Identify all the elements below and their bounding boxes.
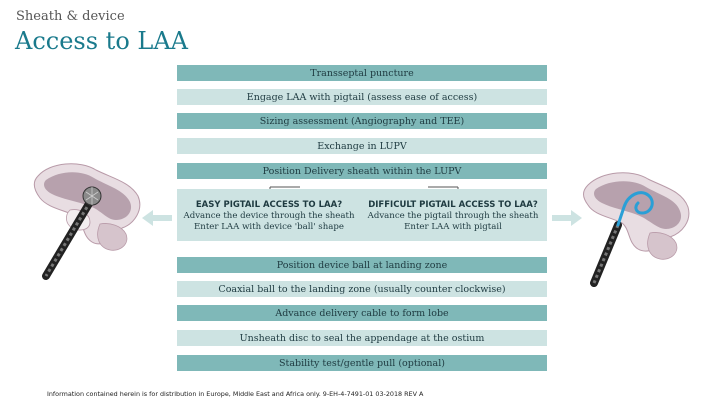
flow-step-advance-cable: Advance delivery cable to form lobe	[177, 305, 547, 321]
choice-easy	[179, 200, 359, 233]
left-arrow-icon	[142, 210, 172, 226]
footer-disclaimer: Information contained herein is for distribution in Europe, Middle East and Africa only. 9-EH-4-7491-01 03-2018 REV A	[47, 390, 424, 398]
easy-access-illustration-icon	[30, 158, 145, 283]
choice-panel	[177, 189, 547, 241]
choice-difficult	[363, 200, 543, 233]
flow-step-unsheath-disc: Unsheath disc to seal the appendage at the ostium	[177, 330, 547, 346]
flow-step-engage-laa: Engage LAA with pigtail (assess ease of access)	[177, 89, 547, 105]
flow-step-exchange: Exchange in LUPV	[177, 138, 547, 154]
flow-step-position-ball: Position device ball at landing zone	[177, 257, 547, 273]
flow-step-transseptal: Transseptal puncture	[177, 65, 547, 81]
flow-step-stability-test: Stability test/gentle pull (optional)	[177, 355, 547, 371]
slide-subtitle: Sheath & device	[16, 9, 125, 24]
slide-title: Access to LAA	[15, 27, 189, 55]
choice-difficult-title: DIFFICULT PIGTAIL ACCESS TO LAA?	[368, 200, 538, 210]
choice-difficult-line1: Advance the pigtail through the sheath	[367, 211, 539, 221]
choice-easy-line2: Enter LAA with device 'ball' shape	[194, 222, 344, 232]
choice-easy-line1: Advance the device through the sheath	[183, 211, 355, 221]
choice-difficult-line2: Enter LAA with pigtail	[404, 222, 502, 232]
flow-step-coaxial-ball: Coaxial ball to the landing zone (usually counter clockwise)	[177, 281, 547, 297]
choice-easy-title: EASY PIGTAIL ACCESS TO LAA?	[195, 200, 343, 210]
difficult-access-illustration-icon	[578, 165, 693, 290]
flow-step-position-sheath: Position Delivery sheath within the LUPV	[177, 163, 547, 179]
flow-step-sizing: Sizing assessment (Angiography and TEE)	[177, 113, 547, 129]
